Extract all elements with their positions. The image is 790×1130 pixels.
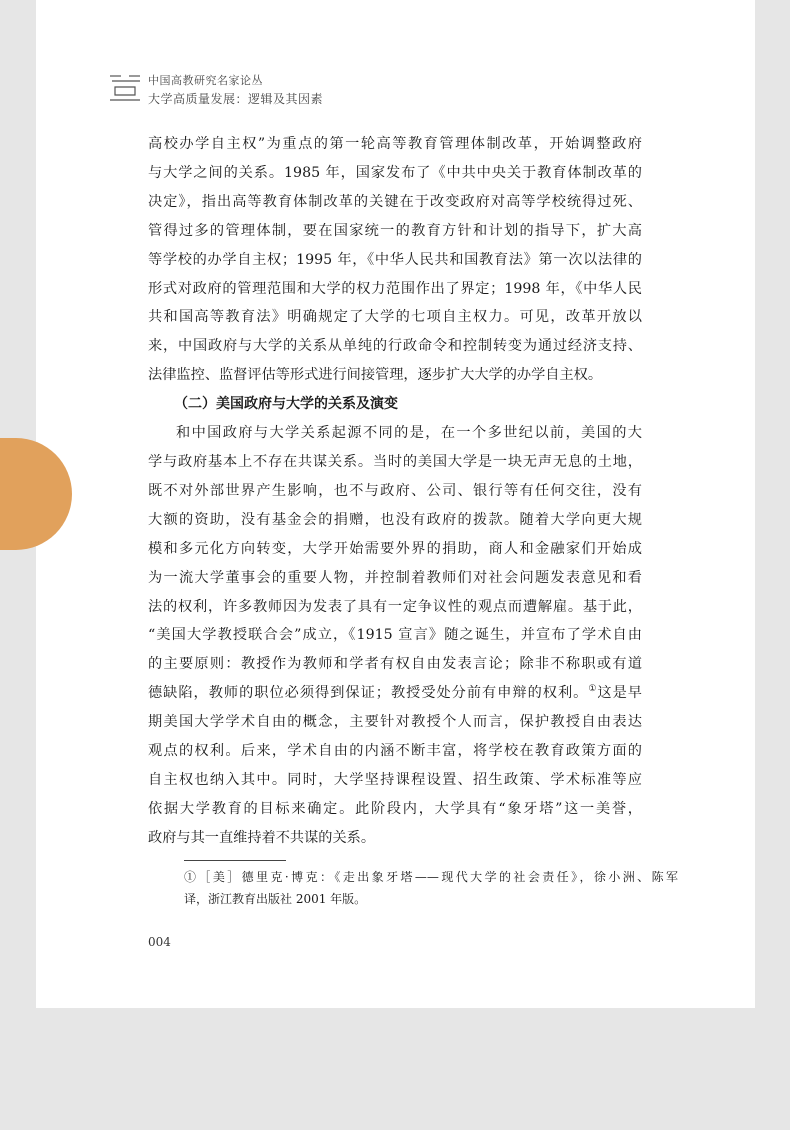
section-heading: （二）美国政府与大学的关系及演变 [174,396,398,413]
text-line: 学与政府基本上不存在共谋关系。当时的美国大学是一块无声无息的土地， [148,453,642,470]
text-line: 与大学之间的关系。1985 年，国家发布了《中共中央关于教育体制改革的 [148,164,642,181]
paragraph-1 [148,130,642,390]
text-line: 决定》，指出高等教育体制改革的关键在于改变政府对高等学校统得过死、 [148,193,642,210]
text-line: 和中国政府与大学关系起源不同的是，在一个多世纪以前，美国的大 [176,425,642,442]
footnote-line: 译，浙江教育出版社 2001 年版。 [184,892,367,906]
text-line: 观点的权利。后来，学术自由的内涵不断丰富，将学校在教育政策方面的 [148,743,642,760]
text-line: 模和多元化方向转变，大学开始需要外界的捐助，商人和金融家们开始成 [148,540,642,557]
series-title: 中国高教研究名家论丛 [148,74,263,87]
book-title: 大学高质量发展：逻辑及其因素 [148,92,324,106]
text-line: 高校办学自主权”为重点的第一轮高等教育管理体制改革，开始调整政府 [148,136,642,152]
text-segment: 这是早 [597,685,642,702]
text-line: 自主权也纳入其中。同时，大学坚持课程设置、招生政策、学术标准等应 [148,771,642,788]
side-tab-marker [0,438,72,550]
footnote-line: ①［美］德里克·博克：《走出象牙塔——现代大学的社会责任》，徐小洲、陈军 [184,870,678,884]
text-line: 依据大学教育的目标来确定。此阶段内，大学具有“象牙塔”这一美誉， [148,800,642,817]
text-line: 法律监控、监督评估等形式进行间接管理，逐步扩大大学的办学自主权。 [148,367,603,384]
text-line: 来，中国政府与大学的关系从单纯的行政命令和控制转变为通过经济支持、 [148,338,642,355]
book-page [36,0,755,1008]
paragraph-2 [148,419,642,853]
text-line: 期美国大学学术自由的概念，主要针对教授个人而言，保护教授自由表达 [148,714,642,731]
body-text [148,130,642,853]
text-line: 共和国高等教育法》明确规定了大学的七项自主权力。可见，改革开放以 [148,309,642,326]
series-logo-icon [109,73,141,103]
text-line: 法的权利，许多教师因为发表了具有一定争议性的观点而遭解雇。基于此， [148,598,642,615]
text-line: 既不对外部世界产生影响，也不与政府、公司、银行等有任何交往，没有 [148,482,642,499]
text-segment: 德缺陷，教师的职位必须得到保证；教授受处分前有申辩的权利。 [148,685,589,702]
page-number: 004 [148,935,171,949]
text-line: 管得过多的管理体制，要在国家统一的教育方针和计划的指导下，扩大高 [148,222,642,239]
text-line: 等学校的办学自主权；1995 年，《中华人民共和国教育法》第一次以法律的 [148,251,642,268]
footnote [184,866,678,910]
text-line [148,679,642,708]
text-line: 政府与其一直维持着不共谋的关系。 [148,829,376,846]
text-line: 形式对政府的管理范围和大学的权力范围作出了界定；1998 年，《中华人民 [148,280,642,297]
text-line: 大额的资助，没有基金会的捐赠，也没有政府的拨款。随着大学向更大规 [148,511,642,528]
footnote-divider [184,860,286,861]
text-line: 的主要原则：教授作为教师和学者有权自由发表言论；除非不称职或有道 [148,656,642,673]
text-line: 为一流大学董事会的重要人物，并控制着教师们对社会问题发表意见和看 [148,569,642,586]
footnote-marker[interactable]: ① [588,684,598,695]
text-line: “美国大学教授联合会”成立，《1915 宣言》随之诞生，并宣布了学术自由 [148,627,642,644]
